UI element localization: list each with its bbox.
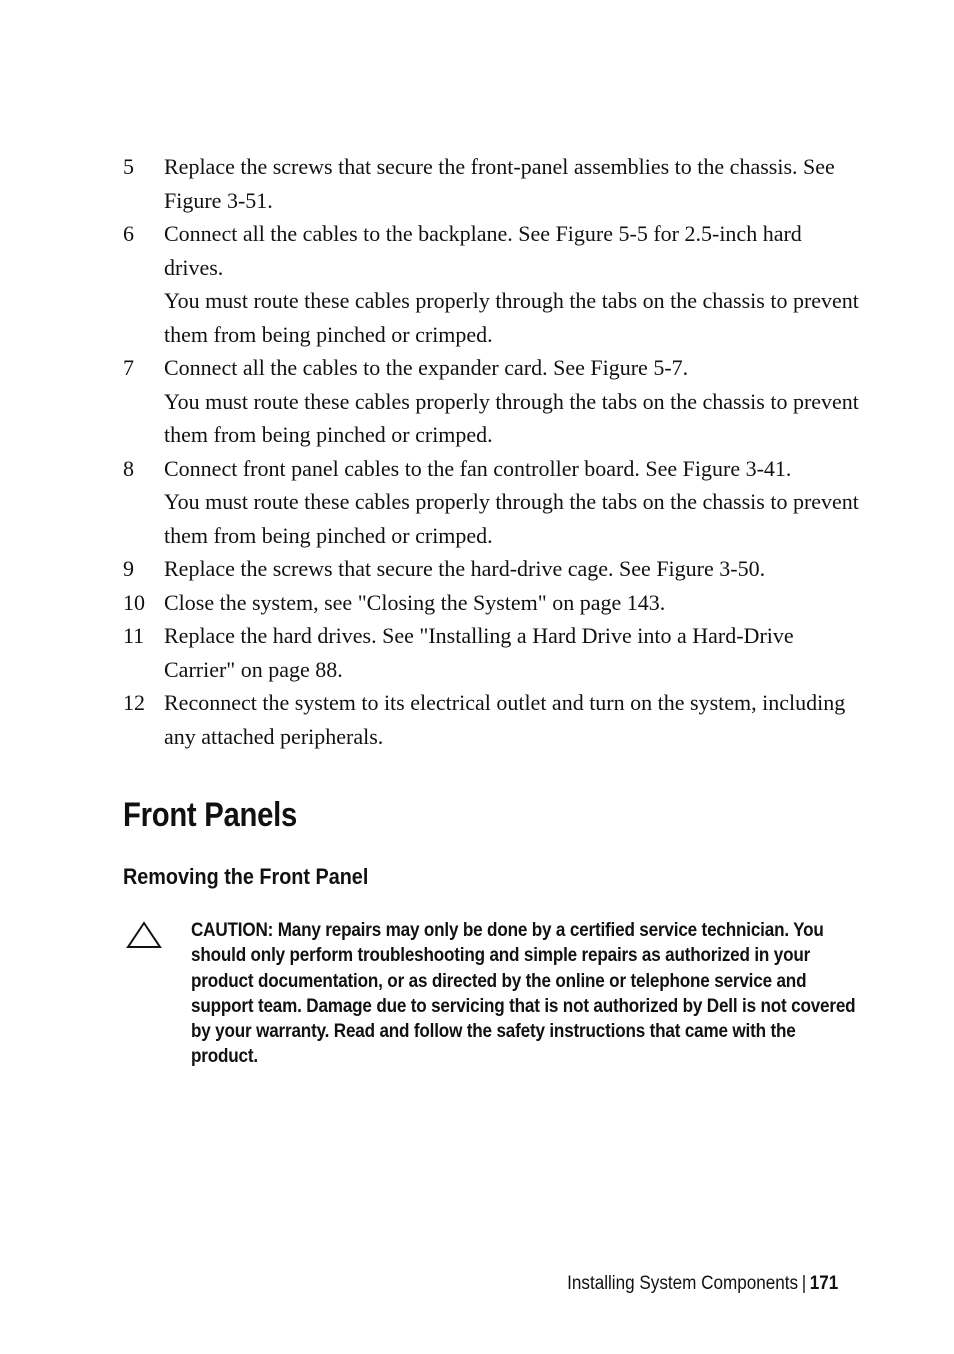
step-text: Connect front panel cables to the fan controller board. See Figure 3-41. <box>164 455 792 481</box>
step-item <box>123 619 863 686</box>
step-number: 9 <box>123 556 134 581</box>
step-number: 7 <box>123 355 134 380</box>
step-number: 6 <box>123 221 134 246</box>
step-body <box>164 217 863 351</box>
step-text: Close the system, see "Closing the System" on page 143. <box>164 589 666 615</box>
step-text: Reconnect the system to its electrical outlet and turn on the system, including any attached peripherals. <box>164 690 846 749</box>
step-item <box>123 150 863 217</box>
step-item <box>123 586 863 620</box>
procedure-steps <box>123 150 863 753</box>
step-body <box>164 351 863 452</box>
step-body <box>164 552 863 586</box>
page-footer <box>567 1272 838 1296</box>
step-number: 10 <box>123 589 145 615</box>
step-item <box>123 452 863 553</box>
step-body <box>164 452 863 553</box>
subsection-title: Removing the Front Panel <box>123 864 369 889</box>
step-number: 8 <box>123 455 134 481</box>
section-title: Front Panels <box>123 796 298 834</box>
caution-triangle-icon <box>125 920 163 950</box>
step-number: 12 <box>123 690 145 715</box>
step-item <box>123 552 863 586</box>
step-note: You must route these cables properly through the tabs on the chassis to prevent them from being pinched or crimped. <box>164 288 859 347</box>
step-text: Connect all the cables to the backplane. See Figure 5-5 for 2.5-inch hard drives. <box>164 221 802 280</box>
page-number: 171 <box>809 1273 838 1294</box>
caution-notice: CAUTION: Many repairs may only be done by a certified service technician. You should only perform troubleshooting and simple repairs as authorized in your product documentation, or as directed by the online or telephone service and support team. Damage due to servicing that is not authorized by Dell is not covered by your warranty. Read and follow the safety instructions that came with the product. <box>191 920 856 1068</box>
step-text: Connect all the cables to the expander card. See Figure 5-7. <box>164 355 689 380</box>
step-item <box>123 351 863 452</box>
step-number: 11 <box>123 623 145 648</box>
step-body <box>164 586 863 620</box>
footer-chapter-title: Installing System Components <box>566 1273 798 1294</box>
step-text: Replace the screws that secure the front-panel assemblies to the chassis. See Figure 3-51. <box>164 154 835 213</box>
step-text: Replace the hard drives. See "Installing a Hard Drive into a Hard-Drive Carrier" on page 88. <box>164 623 794 682</box>
step-body <box>164 686 863 753</box>
footer-separator: | <box>801 1273 806 1294</box>
step-item <box>123 217 863 351</box>
step-body <box>164 619 863 686</box>
step-body <box>164 150 863 217</box>
step-item <box>123 686 863 753</box>
step-number: 5 <box>123 154 134 179</box>
step-note: You must route these cables properly through the tabs on the chassis to prevent them from being pinched or crimped. <box>164 489 859 548</box>
step-text: Replace the screws that secure the hard-drive cage. See Figure 3-50. <box>164 556 766 581</box>
step-note: You must route these cables properly through the tabs on the chassis to prevent them from being pinched or crimped. <box>164 388 859 447</box>
